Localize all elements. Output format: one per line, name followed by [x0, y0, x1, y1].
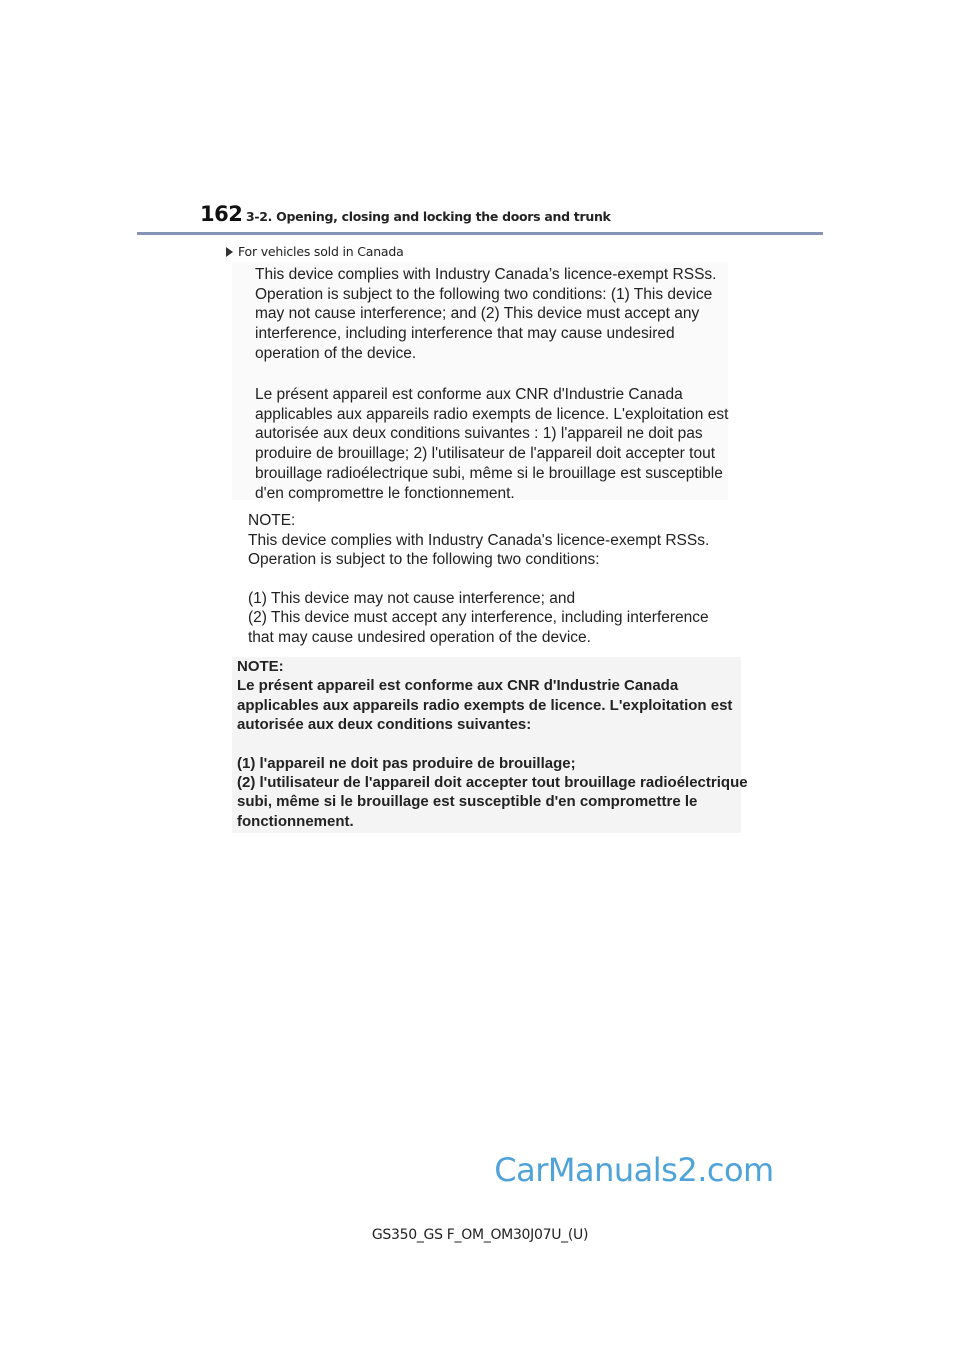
text-line: NOTE: — [237, 658, 284, 675]
text-line: applicables aux appareils radio exempts de licence. L'exploitation est — [255, 405, 729, 423]
text-line: This device complies with Industry Canada's licence-exempt RSSs. — [248, 531, 710, 549]
text-line: subi, même si le brouillage est susceptible d'en compromettre le — [237, 793, 698, 811]
text-line: Operation is subject to the following two conditions: (1) This device — [255, 285, 713, 303]
french-statement — [255, 385, 728, 503]
header-divider — [137, 232, 823, 235]
text-line: interference, including interference that may cause undesired — [255, 325, 675, 343]
english-note — [248, 511, 709, 647]
bullet-text: For vehicles sold in Canada — [238, 244, 404, 259]
text-line: operation of the device. — [255, 344, 417, 362]
compliance-label-image-1 — [232, 262, 728, 500]
section-title: 3-2. Opening, closing and locking the doors and trunk — [246, 209, 611, 224]
text-line: (2) This device must accept any interference, including interference — [248, 609, 709, 626]
english-statement — [255, 265, 716, 364]
text-line: autorisée aux deux conditions suivantes: — [237, 716, 532, 734]
text-line: NOTE: — [248, 512, 296, 529]
text-line: Operation is subject to the following two conditions: — [248, 551, 600, 568]
text-line: applicables aux appareils radio exempts de licence. L'exploitation est — [237, 696, 733, 714]
bullet-item — [226, 244, 404, 259]
text-line: Le présent appareil est conforme aux CNR d'Industrie Canada — [255, 386, 683, 403]
text-line: that may cause undesired operation of the device. — [248, 628, 591, 646]
french-note — [237, 657, 748, 831]
page-header — [0, 0, 960, 240]
text-line: brouillage radioélectrique subi, même si le brouillage est susceptible — [255, 464, 723, 482]
watermark-logo: CarManuals2.com — [494, 1151, 774, 1189]
text-line: (1) l'appareil ne doit pas produire de brouillage; — [237, 754, 576, 772]
text-line: d'en compromettre le fonctionnement. — [255, 484, 515, 502]
text-line: autorisée aux deux conditions suivantes : 1) l'appareil ne doit pas — [255, 425, 703, 443]
text-line: (2) l'utilisateur de l'appareil doit accepter tout brouillage radioélectrique — [237, 774, 748, 792]
compliance-label-image-2 — [232, 503, 732, 649]
text-line: fonctionnement. — [237, 812, 354, 830]
text-line: produire de brouillage; 2) l'utilisateur de l'appareil doit accepter tout — [255, 445, 715, 463]
page-number: 162 — [200, 202, 243, 226]
document-code: GS350_GS F_OM_OM30J07U_(U) — [371, 1227, 589, 1243]
text-line: Le présent appareil est conforme aux CNR d'Industrie Canada — [237, 677, 679, 695]
text-line: This device complies with Industry Canada’s licence-exempt RSSs. — [255, 266, 717, 283]
text-line: (1) This device may not cause interference; and — [248, 589, 576, 607]
triangle-bullet-icon — [226, 247, 233, 257]
compliance-label-image-3 — [232, 657, 748, 833]
text-line: may not cause interference; and (2) This device must accept any — [255, 305, 700, 323]
